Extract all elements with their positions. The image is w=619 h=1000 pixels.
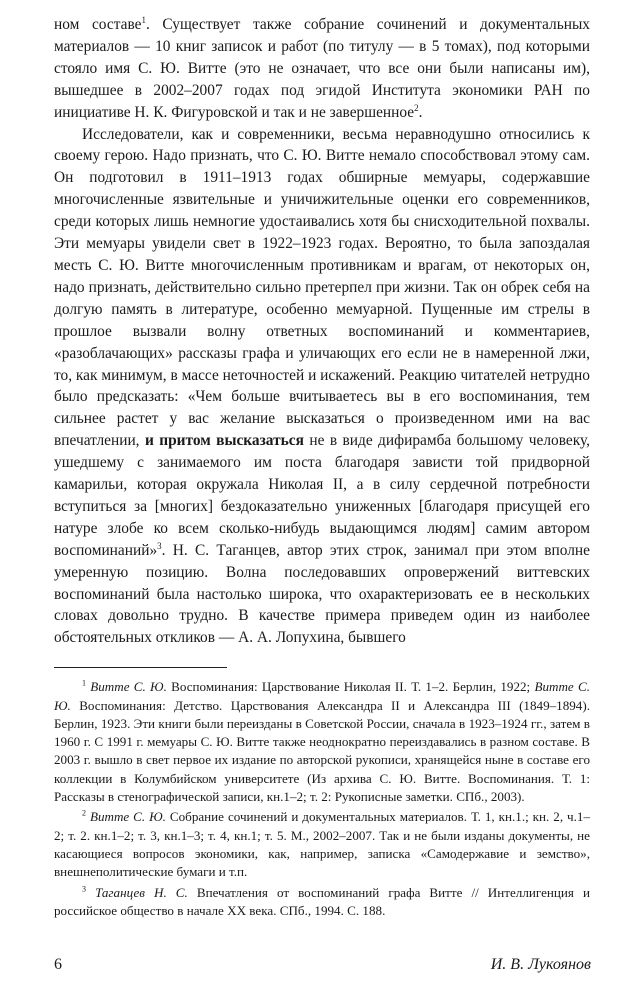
running-footer-author: И. В. Лукоянов [490, 956, 591, 973]
page-number: 6 [54, 956, 62, 973]
bold-emphasis: и притом высказаться [144, 432, 304, 450]
main-text [54, 14, 590, 649]
footnote-2 [54, 808, 590, 881]
footnote-ref-2[interactable]: 2 [414, 102, 419, 113]
footnote-number: 3 [82, 884, 86, 894]
footnotes [54, 678, 590, 920]
footnote-3 [54, 884, 590, 921]
text-run: . Существует также собрание сочинений и документальных материалов — 10 книг записок и работ (по титулу — в 5 томах), под которыми стояло имя С. Ю. Витте (это не означает, что все они были написаны им), вышедшее в 2002–2007 годах под эгидой Института экономики РАН по инициативе Н. К. Фигуровской и так и не завершенное [54, 16, 590, 121]
footnote-number: 1 [82, 678, 86, 688]
footnote-text: Воспоминания: Царствование Николая II. Т. 1–2. Берлин, 1922; [166, 679, 535, 695]
text-run: не в виде дифирамба большому человеку, ушедшему с занимаемого им поста благодаря зависти той придворной камарильи, которая окружала Николая II, а в силу сердечной потребности вступиться за [многих] бездоказательно униженных [благодаря присущей его натуре злобе ко всем сколько-нибудь выдающимся людям] самим автором воспоминаний» [54, 432, 590, 559]
paragraph-2 [54, 124, 590, 650]
paragraph-1 [54, 14, 590, 124]
author-name: Витте С. Ю. [89, 809, 166, 825]
footnote-text: Впечатления от воспоминаний графа Витте // Интеллигенция и российское общество в начале XX века. СПб., 1994. С. 188. [54, 884, 590, 918]
author-name: Витте С. Ю. [54, 679, 590, 713]
page-footer [54, 956, 591, 974]
footnote-ref-1[interactable]: 1 [141, 14, 146, 25]
footnote-number: 2 [82, 809, 86, 818]
author-name: Таганцев Н. С. [95, 884, 188, 900]
footnote-text: Воспоминания: Детство. Царствования Александра II и Александра III (1849–1894). Берлин, 1923. Эти книги были переизданы в Советской России, сначала в 1923–1924 гг., затем в 1960 г. С 1991 г. мемуары С. Ю. Витте также неоднократно переиздавались в разном составе. В 2003 г. вышло в свет первое их издание по авторской рукописи, хранящейся ныне в составе его коллекции в Колумбийском университете (Из архива С. Ю. Витте. Воспоминания. Т. 1: Рассказы в стенографической записи, кн.1–2; т. 2: Рукописные заметки. СПб., 2003). [54, 697, 590, 805]
text-run: . [418, 103, 423, 121]
text-run: . Н. С. Таганцев, автор этих строк, занимал при этом вполне умеренную позицию. Волна последовавших опровержений виттевских воспоминаний была настолько широка, что охарактеризовать ее в нескольких словах довольно трудно. В качестве примера приведем один из наиболее обстоятельных откликов — А. А. Лопухина, бывшего [54, 541, 590, 647]
text-run: ном составе [54, 16, 142, 33]
page-content [54, 14, 590, 922]
footnote-1 [54, 678, 590, 806]
footnote-divider [54, 667, 227, 668]
text-run: Исследователи, как и современники, весьма неравнодушно относились к своему герою. Надо признать, что С. Ю. Витте немало способствовал этому сам. Он подготовил в 1911–1913 годах обширные мемуары, содержавшие многочисленные язвительные и уничижительные оценки его современников, среди которых лишь немногие удостаивались хотя бы снисходительной похвалы. Эти мемуары увидели свет в 1922–1923 годах. Вероятно, то была запоздалая месть С. Ю. Витте многочисленным противникам и врагам, от некоторых он, надо признать, действительно сильно претерпел при жизни. Так он обрек себя на долгую память в литературе, особенно мемуарной. Пущенные им стрелы в прошлое вызвали волну ответных воспоминаний и комментариев, «разоблачающих» рассказы графа и уличающих его если не в намеренной лжи, то, как минимум, в массе неточностей и искажений. Реакцию читателей нетрудно было предсказать: «Чем больше вчитываетесь вы в его воспоминания, тем сильнее растет у вас желание высказаться о произведенном ими на вас впечатлении, [54, 125, 590, 450]
footnote-text: Собрание сочинений и документальных материалов. Т. 1, кн.1.; кн. 2, ч.1–2; т. 2. кн.1–2; т. 3, кн.1–3; т. 4, кн.1; т. 5. М., 2002–2007. Так и не были изданы документы, не касающиеся вопросов экономики, как, например, записка «Самодержавие и земство», внешнеполитические бумаги и т.п. [54, 809, 590, 880]
author-name: Витте С. Ю. [90, 679, 167, 695]
footnote-ref-3[interactable]: 3 [157, 540, 162, 551]
